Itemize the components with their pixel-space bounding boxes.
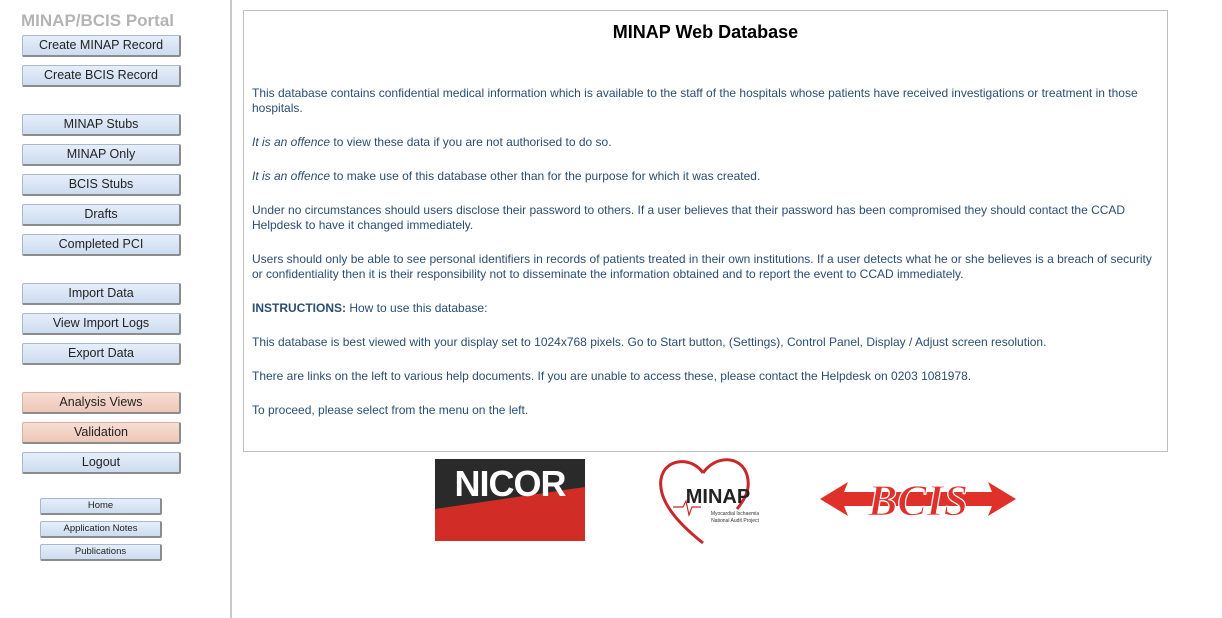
create-minap-record-button[interactable]: Create MINAP Record: [22, 35, 181, 57]
offence-view-text: to view these data if you are not authorised to do so.: [330, 135, 612, 149]
minap-only-button[interactable]: MINAP Only: [22, 144, 181, 166]
import-data-button[interactable]: Import Data: [22, 283, 181, 305]
nicor-logo: [435, 459, 585, 541]
minap-logo: [655, 455, 765, 545]
create-bcis-record-button[interactable]: Create BCIS Record: [22, 65, 181, 87]
home-link[interactable]: Home: [40, 498, 162, 515]
help-documents-paragraph: There are links on the left to various help documents. If you are unable to access these, please contact the Helpdesk on 0203 1081978.: [252, 369, 972, 383]
portal-title: MINAP/BCIS Portal: [21, 11, 175, 30]
validation-button[interactable]: Validation: [22, 422, 181, 444]
offence-emphasis: It is an offence: [252, 169, 331, 183]
bcis-logo: [818, 474, 1018, 524]
instructions-text: How to use this database:: [346, 301, 488, 315]
instructions-heading: [252, 301, 1157, 316]
minap-logo-subtitle-2: National Audit Project: [711, 518, 759, 524]
instructions-label: INSTRUCTIONS:: [252, 301, 346, 315]
export-data-button[interactable]: Export Data: [22, 343, 181, 365]
confidentiality-paragraph: This database contains confidential medical information which is available to the staff of the hospitals whose patients have received investigations or treatment in those hospitals.: [252, 86, 1138, 115]
minap-logo-text: MINAP: [685, 486, 751, 508]
nicor-logo-text: NICOR: [454, 463, 566, 504]
proceed-paragraph: To proceed, please select from the menu on the left.: [252, 403, 529, 417]
analysis-views-button[interactable]: Analysis Views: [22, 392, 181, 414]
offence-use-paragraph: [252, 169, 1157, 184]
view-import-logs-button[interactable]: View Import Logs: [22, 313, 181, 335]
sidebar-divider: [230, 0, 232, 618]
offence-view-paragraph: [252, 135, 1157, 150]
main-content-panel: [243, 10, 1168, 452]
application-notes-link[interactable]: Application Notes: [40, 521, 162, 538]
minap-logo-subtitle-1: Myocardial Ischaemia: [710, 511, 760, 517]
display-settings-paragraph: This database is best viewed with your display set to 1024x768 pixels. Go to Start button, (Settings), Control Panel, Display / Adjust screen resolution.: [252, 335, 1047, 349]
identifiers-paragraph: Users should only be able to see personal identifiers in records of patients treated in their own institutions. If a user detects what he or she believes is a breach of security or confidentiality then it is their responsibility not to disseminate the information obtained and to report the event to CCAD immediately.: [252, 252, 1152, 281]
publications-link[interactable]: Publications: [40, 544, 162, 561]
logout-button[interactable]: Logout: [22, 452, 181, 474]
minap-stubs-button[interactable]: MINAP Stubs: [22, 114, 181, 136]
offence-emphasis: It is an offence: [252, 135, 331, 149]
page-title: MINAP Web Database: [612, 22, 799, 42]
password-paragraph: Under no circumstances should users disclose their password to others. If a user believes that their password has been compromised they should contact the CCAD Helpdesk to have it changed immediately.: [252, 203, 1126, 232]
bcis-stubs-button[interactable]: BCIS Stubs: [22, 174, 181, 196]
offence-use-text: to make use of this database other than for the purpose for which it was created.: [330, 169, 761, 183]
sidebar: [0, 0, 230, 618]
bcis-logo-text: BCIS: [867, 476, 969, 524]
completed-pci-button[interactable]: Completed PCI: [22, 234, 181, 256]
drafts-button[interactable]: Drafts: [22, 204, 181, 226]
